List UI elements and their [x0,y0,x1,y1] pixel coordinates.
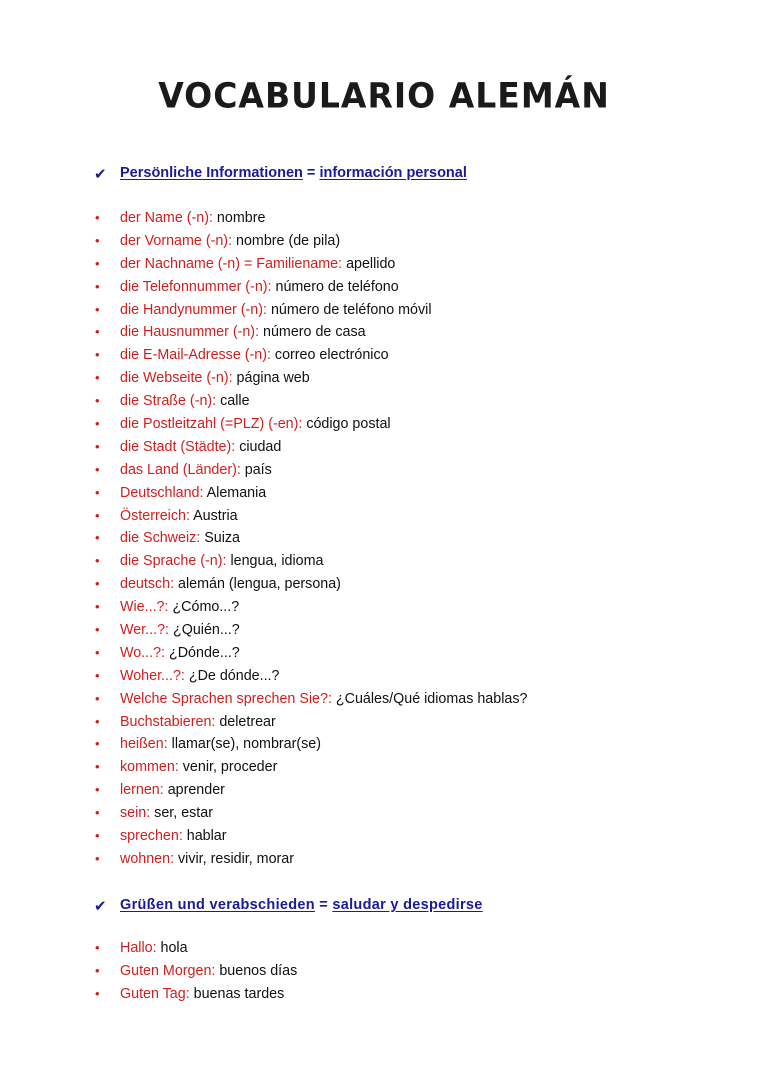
bullet-icon: • [95,484,100,500]
bullet-icon: • [95,690,100,706]
vocabulary-entry [120,619,240,642]
german-term: wohnen: [120,850,175,867]
bullet-icon: • [95,782,100,798]
section-heading-separator: = [314,897,333,913]
vocabulary-entry [120,321,366,344]
spanish-translation: buenos días [215,962,298,979]
section-heading-text [120,165,467,181]
vocabulary-entry [120,253,395,276]
bullet-icon: • [95,850,100,866]
german-term: die Handynummer (-n): [120,301,267,318]
german-term: die E-Mail-Adresse (-n): [120,347,271,364]
bullet-icon: • [95,805,100,821]
german-term: Wer...?: [120,622,169,639]
spanish-translation: ¿De dónde...? [184,667,280,684]
bullet-icon: • [95,828,100,844]
german-term: Woher...?: [120,667,185,684]
vocabulary-entry [120,733,321,756]
bullet-icon: • [95,553,100,569]
german-term: sprechen: [120,828,183,845]
bullet-icon: • [95,393,100,409]
spanish-translation: ¿Quién...? [169,622,240,639]
spanish-translation: nombre (de pila) [232,232,341,249]
bullet-icon: • [95,324,100,340]
german-term: Guten Tag: [120,985,190,1002]
spanish-translation: ¿Cómo...? [168,599,240,616]
bullet-icon: • [95,347,100,363]
bullet-icon: • [95,667,100,683]
vocabulary-entry [120,983,284,1006]
spanish-translation: vivir, residir, morar [174,850,295,867]
german-term: die Hausnummer (-n): [120,324,260,341]
german-term: Wie...?: [120,599,169,616]
vocabulary-entry [120,596,239,619]
german-term: der Vorname (-n): [120,232,233,249]
section-heading-spanish: saludar y despedirse [332,897,483,913]
vocabulary-entry [120,779,225,802]
german-term: Deutschland: [120,484,204,501]
section-heading-text [120,897,483,913]
vocabulary-entry [120,665,279,688]
bullet-icon: • [95,962,100,978]
bullet-icon: • [95,210,100,225]
german-term: die Sprache (-n): [120,553,227,570]
vocabulary-entry [120,390,250,413]
german-term: deutsch: [120,576,175,593]
bullet-icon: • [95,599,100,615]
bullet-icon: • [95,232,100,248]
bullet-icon: • [95,644,100,660]
spanish-translation: calle [216,393,250,410]
section-heading-german: Persönliche Informationen [120,165,303,181]
vocabulary-entry [120,436,281,459]
german-term: heißen: [120,736,168,753]
spanish-translation: código postal [302,416,391,433]
bullet-icon: • [95,622,100,638]
spanish-translation: nombre [212,210,266,226]
vocabulary-entry [120,711,276,734]
spanish-translation: número de teléfono móvil [267,301,432,318]
german-term: Welche Sprachen sprechen Sie?: [120,690,332,707]
bullet-icon: • [95,438,100,454]
bullet-icon: • [95,461,100,477]
vocabulary-entry [120,482,266,505]
vocabulary-entry [120,756,277,779]
bullet-icon: • [95,985,100,1001]
bullet-icon: • [95,759,100,775]
vocabulary-entry [120,642,240,665]
bullet-icon: • [95,370,100,386]
spanish-translation: venir, proceder [178,759,278,776]
spanish-translation: país [240,461,272,478]
vocabulary-entry [120,207,265,230]
german-term: das Land (Länder): [120,461,241,478]
german-term: der Nachname (-n) = Familiename: [120,255,343,272]
checkmark-icon: ✔ [94,166,107,183]
german-term: Guten Morgen: [120,962,216,979]
vocabulary-entry [120,276,399,299]
german-term: Hallo: [120,940,157,956]
spanish-translation: correo electrónico [270,347,389,364]
bullet-icon: • [95,530,100,546]
vocabulary-entry [120,367,310,390]
bullet-icon: • [95,278,100,294]
german-term: Wo...?: [120,644,166,661]
document-title: VOCABULARIO ALEMÁN [158,75,610,116]
german-term: kommen: [120,759,179,776]
german-term: die Postleitzahl (=PLZ) (-en): [120,416,303,433]
bullet-icon: • [95,713,100,729]
german-term: sein: [120,805,151,822]
section-heading-spanish: información personal [319,165,467,181]
spanish-translation: página web [232,370,310,387]
spanish-translation: ser, estar [150,805,213,822]
spanish-translation: hablar [182,828,227,845]
spanish-translation: ¿Dónde...? [165,644,240,661]
vocabulary-entry [120,299,432,322]
bullet-icon: • [95,507,100,523]
spanish-translation: ciudad [235,438,282,455]
vocabulary-entry [120,413,391,436]
spanish-translation: Austria [189,507,238,524]
german-term: Buchstabieren: [120,713,216,730]
german-term: die Straße (-n): [120,393,217,410]
bullet-icon: • [95,576,100,592]
german-term: die Webseite (-n): [120,370,233,387]
vocabulary-entry [120,848,294,871]
spanish-translation: alemán (lengua, persona) [174,576,341,593]
vocabulary-entry [120,937,188,960]
vocabulary-entry [120,825,227,848]
vocabulary-entry [120,550,323,573]
bullet-icon: • [95,255,100,271]
vocabulary-entry [120,230,340,253]
vocabulary-entry [120,505,238,528]
spanish-translation: ¿Cuáles/Qué idiomas hablas? [331,690,528,707]
section-heading-german: Grüßen und verabschieden [120,897,315,913]
german-term: lernen: [120,782,164,799]
bullet-icon: • [95,940,100,955]
spanish-translation: hola [156,940,188,956]
vocabulary-entry [120,573,341,596]
spanish-translation: lengua, idioma [226,553,324,570]
vocabulary-entry [120,960,297,983]
german-term: die Schweiz: [120,530,201,547]
vocabulary-entry [120,527,240,550]
vocabulary-entry [120,688,527,711]
checkmark-icon: ✔ [94,898,107,915]
spanish-translation: número de teléfono [271,278,399,295]
spanish-translation: llamar(se), nombrar(se) [167,736,322,753]
spanish-translation: deletrear [215,713,276,730]
vocabulary-entry [120,802,213,825]
german-term: Österreich: [120,507,190,524]
spanish-translation: Alemania [203,484,267,501]
german-term: der Name (-n): [120,210,213,226]
spanish-translation: aprender [163,782,225,799]
spanish-translation: apellido [342,255,396,272]
section-heading-separator: = [302,165,320,181]
bullet-icon: • [95,301,100,317]
spanish-translation: buenas tardes [189,985,285,1002]
german-term: die Telefonnummer (-n): [120,278,272,295]
spanish-translation: Suiza [200,530,241,547]
bullet-icon: • [95,416,100,432]
vocabulary-entry [120,344,389,367]
spanish-translation: número de casa [259,324,366,341]
vocabulary-entry [120,459,272,482]
german-term: die Stadt (Städte): [120,438,236,455]
bullet-icon: • [95,736,100,752]
